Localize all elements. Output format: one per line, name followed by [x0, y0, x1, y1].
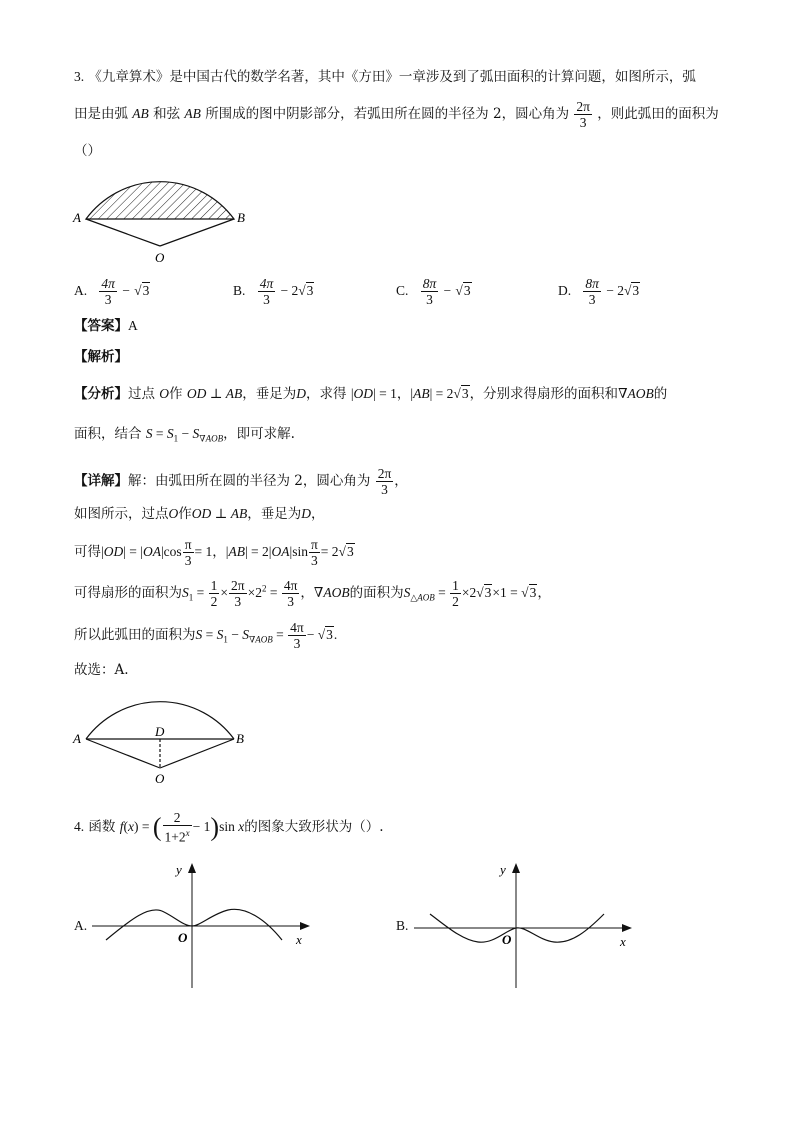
q3-line2-a: 田是由弧 [74, 106, 128, 122]
q3-blank: （） [74, 143, 101, 159]
answer-line [74, 316, 138, 336]
graph-option-a[interactable] [90, 860, 320, 990]
detail-line2: 如图所示，过点O作OD ⊥ AB，垂足为D， [74, 506, 325, 522]
detail-line1: 【详解】解：由弧田所在圆的半径为 2，圆心角为 $\frac{2\pi}{3}$ ， [74, 466, 408, 497]
q3-line1 [74, 67, 696, 87]
label-a: A [73, 731, 81, 746]
radius-oa [86, 739, 160, 768]
conclusion: 故选：A. [74, 662, 129, 678]
q3-line2-c: 所围成的图中阴影部分，若弧田所在圆的半径为 2，圆心角为 [205, 106, 570, 122]
radius-oa [86, 219, 160, 246]
option-b[interactable]: B. $\frac{4\pi}{3}$ − 2√3 [233, 276, 314, 307]
answer-value: A [128, 318, 138, 333]
fenxi-line1: 【分析】过点 O作 OD ⊥ AB，垂足为D，求得 |OD| = 1，|AB| = 2√3，分别求得扇形的面积和∇AOB的 [74, 386, 668, 402]
label-b: B [236, 731, 244, 746]
shaded-segment [86, 182, 234, 219]
radius-ob [160, 219, 234, 246]
axis-x-label: x [296, 932, 302, 947]
fenxi-line2: 面积，结合 $S = S_1 - S_{\nabla AOB}$，即可求解. [74, 426, 295, 444]
label-b: B [237, 210, 245, 225]
graph-a-letter[interactable]: A. [74, 918, 88, 933]
axis-y-label: y [176, 862, 182, 877]
axis-x-label: x [620, 934, 626, 949]
detail-line5: 所以此弧田的面积为$S = S_1 - S_{\nabla AOB}$ = $\frac{4\pi}{3}$ − √3. [74, 620, 338, 651]
q3-line1-text: 《九章算术》是中国古代的数学名著，其中《方田》一章涉及到了弧田面积的计算问题，如图所示，弧 [88, 69, 696, 85]
label-o: O [155, 771, 165, 786]
origin-label: O [178, 930, 188, 945]
analysis-tag: 【解析】 [74, 349, 128, 365]
graph-b-letter[interactable]: B. [396, 918, 409, 933]
q3-number: 3. [74, 69, 85, 84]
option-a[interactable]: A. $\frac{4\pi}{3}$ − √3 [74, 276, 150, 307]
q3-line2-d: ，则此弧田的面积为 [597, 106, 719, 122]
axis-y-label: y [500, 862, 506, 877]
answer-tag: 【答案】 [74, 318, 128, 334]
graph-option-b[interactable] [412, 860, 642, 990]
curve-a [106, 909, 282, 940]
chord-ab: AB [184, 106, 201, 121]
option-d[interactable]: D. $\frac{8\pi}{3}$ − 2√3 [558, 276, 640, 307]
label-o: O [155, 250, 165, 265]
q3-line2-b: 和弦 [153, 106, 181, 122]
label-a: A [73, 210, 81, 225]
q4-stem: 4. 函数 f(x) = ( $\frac{2}{1+2^x}$ − 1)sin x的图象大致形状为（）. [74, 810, 384, 845]
figure-arc-field-with-d [70, 682, 254, 788]
label-d: D [155, 724, 165, 739]
arc-ab: AB [132, 106, 149, 121]
q3-line2 [74, 99, 719, 130]
detail-line4: 可得扇形的面积为$S_1$ = $\frac{1}{2}$ × $\frac{2\pi}{3}$ $\times 2^2$ = $\frac{4\pi}{3}$ ，∇AOB的面积为$S_{\triangle AOB}$ = $\frac{1}{2}$ ×2√3×1 = √3， [74, 578, 551, 609]
figure-arc-field-shaded [70, 162, 250, 268]
origin-label: O [502, 932, 512, 947]
option-c[interactable]: C. $\frac{8\pi}{3}$ − √3 [396, 276, 471, 307]
angle-fraction: $\frac{2\pi}{3}$ [576, 99, 590, 130]
radius-ob [160, 739, 234, 768]
detail-line3: 可得|OD| = |OA|cos $\frac{\pi}{3}$ = 1，|AB| = 2|OA|sin $\frac{\pi}{3}$ = 2√3 [74, 537, 354, 568]
